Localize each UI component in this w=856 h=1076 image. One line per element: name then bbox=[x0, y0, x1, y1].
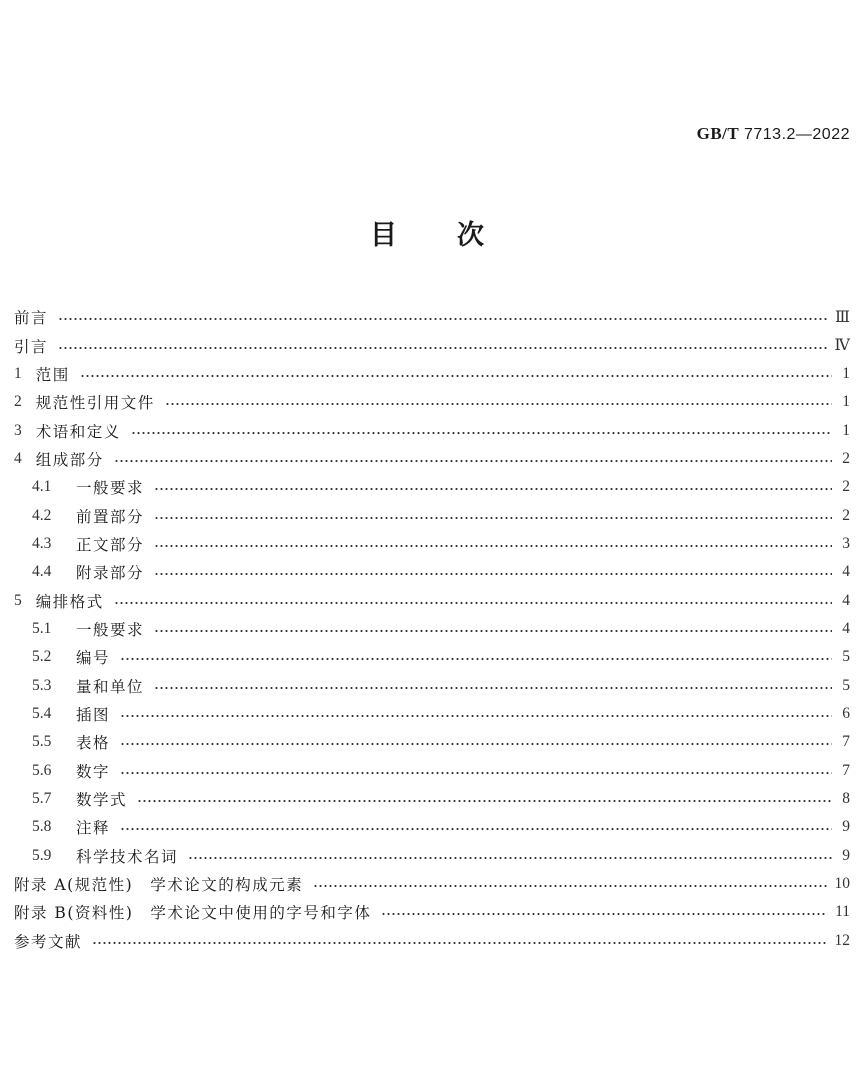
dot-leader bbox=[154, 516, 832, 520]
toc-entry-page: 4 bbox=[842, 619, 850, 637]
toc-entry-page: 2 bbox=[842, 449, 850, 467]
dot-leader bbox=[131, 431, 832, 435]
toc-entry[interactable] bbox=[14, 445, 850, 473]
toc-entry-number: 5.9 bbox=[32, 846, 52, 864]
toc-entry-title: 编号 bbox=[76, 649, 111, 668]
toc-entry-number: 5.1 bbox=[32, 619, 52, 637]
toc-entry-number: 5.3 bbox=[32, 676, 52, 694]
toc-entry[interactable] bbox=[14, 757, 850, 785]
toc-entry-page: 1 bbox=[842, 364, 850, 382]
toc-entry-page: 2 bbox=[842, 478, 850, 496]
toc-entry-page: 7 bbox=[842, 761, 850, 779]
toc-entry-title: 数字 bbox=[76, 762, 111, 781]
toc-entry-title: 术语和定义 bbox=[35, 422, 121, 441]
toc-entry-title: 附录部分 bbox=[76, 564, 145, 583]
toc-entry-title: 注释 bbox=[76, 819, 111, 838]
standard-number: 7713.2—2022 bbox=[743, 126, 850, 143]
toc-entry-number: 5.6 bbox=[32, 761, 52, 779]
dot-leader bbox=[137, 799, 832, 803]
dot-leader bbox=[154, 686, 832, 690]
dot-leader bbox=[165, 402, 832, 406]
toc-entry-page: 4 bbox=[842, 563, 850, 581]
toc-entry[interactable] bbox=[14, 360, 850, 388]
toc-entry-number: 3 bbox=[14, 421, 22, 439]
toc-entry[interactable] bbox=[14, 671, 850, 699]
toc-entry-title: 前置部分 bbox=[76, 507, 145, 526]
toc-entry-page: 7 bbox=[842, 733, 850, 751]
toc-entry-title: 插图 bbox=[76, 705, 111, 724]
toc-entry[interactable] bbox=[14, 643, 850, 671]
toc-entry[interactable] bbox=[14, 615, 850, 643]
dot-leader bbox=[114, 459, 832, 463]
title-char-1: 目 bbox=[370, 220, 399, 251]
toc-entry[interactable] bbox=[14, 558, 850, 586]
toc-entry-title: 表格 bbox=[76, 734, 111, 753]
toc-entry-title: 一般要求 bbox=[76, 479, 145, 498]
toc-entry-title: 范围 bbox=[35, 365, 70, 384]
toc-entry[interactable] bbox=[14, 416, 850, 444]
toc-entry-number: 5 bbox=[14, 591, 22, 609]
toc-entry-number: 5.5 bbox=[32, 733, 52, 751]
toc-entry-title: 组成部分 bbox=[35, 450, 104, 469]
dot-leader bbox=[154, 544, 832, 548]
table-of-contents bbox=[14, 303, 850, 955]
toc-entry[interactable] bbox=[14, 303, 850, 331]
toc-entry-title: 正文部分 bbox=[76, 535, 145, 554]
toc-entry[interactable] bbox=[14, 898, 850, 926]
toc-entry-number: 4.2 bbox=[32, 506, 52, 524]
dot-leader bbox=[313, 884, 826, 888]
dot-leader bbox=[188, 856, 832, 860]
toc-entry-number: 2 bbox=[14, 393, 22, 411]
dot-leader bbox=[154, 629, 832, 633]
standard-prefix: GB/T bbox=[696, 124, 740, 143]
toc-entry[interactable] bbox=[14, 586, 850, 614]
toc-entry[interactable] bbox=[14, 388, 850, 416]
toc-entry-page: 1 bbox=[842, 393, 850, 411]
toc-entry-page: 1 bbox=[842, 421, 850, 439]
toc-entry-title: 科学技术名词 bbox=[76, 847, 179, 866]
toc-entry-page: 9 bbox=[842, 846, 850, 864]
toc-entry-title: 附录 A(规范性) 学术论文的构成元素 bbox=[14, 876, 304, 895]
toc-entry-number: 5.7 bbox=[32, 790, 52, 808]
toc-entry-number: 5.8 bbox=[32, 818, 52, 836]
dot-leader bbox=[120, 657, 832, 661]
toc-entry-title: 编排格式 bbox=[35, 592, 104, 611]
toc-entry-title: 规范性引用文件 bbox=[35, 394, 155, 413]
toc-entry[interactable] bbox=[14, 501, 850, 529]
dot-leader bbox=[120, 742, 832, 746]
toc-entry[interactable] bbox=[14, 530, 850, 558]
dot-leader bbox=[80, 374, 832, 378]
toc-entry-title: 前言 bbox=[14, 309, 49, 328]
toc-entry-title: 参考文献 bbox=[14, 932, 83, 951]
dot-leader bbox=[154, 572, 832, 576]
toc-entry-page: 2 bbox=[842, 506, 850, 524]
toc-entry-title: 量和单位 bbox=[76, 677, 145, 696]
toc-entry-number: 4.3 bbox=[32, 534, 52, 552]
toc-entry[interactable] bbox=[14, 700, 850, 728]
toc-entry-page: 6 bbox=[842, 704, 850, 722]
toc-entry[interactable] bbox=[14, 842, 850, 870]
toc-entry[interactable] bbox=[14, 927, 850, 955]
standard-code bbox=[697, 124, 850, 144]
toc-entry-title: 附录 B(资料性) 学术论文中使用的字号和字体 bbox=[14, 904, 372, 923]
dot-leader bbox=[381, 912, 827, 916]
toc-entry-number: 5.4 bbox=[32, 704, 52, 722]
toc-entry-page: Ⅳ bbox=[834, 337, 850, 355]
toc-entry-title: 数学式 bbox=[76, 791, 128, 810]
toc-entry-page: 4 bbox=[842, 591, 850, 609]
toc-entry-page: 10 bbox=[834, 875, 850, 893]
toc-entry[interactable] bbox=[14, 813, 850, 841]
toc-entry-number: 4.1 bbox=[32, 478, 52, 496]
dot-leader bbox=[58, 346, 826, 350]
page-title bbox=[0, 213, 856, 252]
toc-entry-page: 9 bbox=[842, 818, 850, 836]
toc-entry-page: 11 bbox=[835, 903, 850, 921]
toc-entry-title: 引言 bbox=[14, 337, 49, 356]
toc-entry[interactable] bbox=[14, 870, 850, 898]
toc-entry-number: 5.2 bbox=[32, 648, 52, 666]
toc-entry[interactable] bbox=[14, 331, 850, 359]
dot-leader bbox=[58, 317, 827, 321]
toc-entry-title: 一般要求 bbox=[76, 620, 145, 639]
dot-leader bbox=[120, 714, 832, 718]
toc-entry-number: 4 bbox=[14, 449, 22, 467]
toc-entry[interactable] bbox=[14, 473, 850, 501]
toc-entry-page: 5 bbox=[842, 648, 850, 666]
toc-entry-page: 5 bbox=[842, 676, 850, 694]
toc-entry-page: 8 bbox=[842, 790, 850, 808]
toc-entry[interactable] bbox=[14, 785, 850, 813]
dot-leader bbox=[154, 487, 832, 491]
dot-leader bbox=[92, 941, 826, 945]
toc-entry-page: Ⅲ bbox=[835, 308, 850, 326]
dot-leader bbox=[120, 771, 832, 775]
toc-entry-page: 3 bbox=[842, 534, 850, 552]
title-char-2: 次 bbox=[457, 220, 486, 251]
toc-entry-number: 4.4 bbox=[32, 563, 52, 581]
toc-entry-number: 1 bbox=[14, 364, 22, 382]
dot-leader bbox=[120, 827, 832, 831]
toc-entry-page: 12 bbox=[834, 931, 850, 949]
dot-leader bbox=[114, 601, 832, 605]
toc-entry[interactable] bbox=[14, 728, 850, 756]
